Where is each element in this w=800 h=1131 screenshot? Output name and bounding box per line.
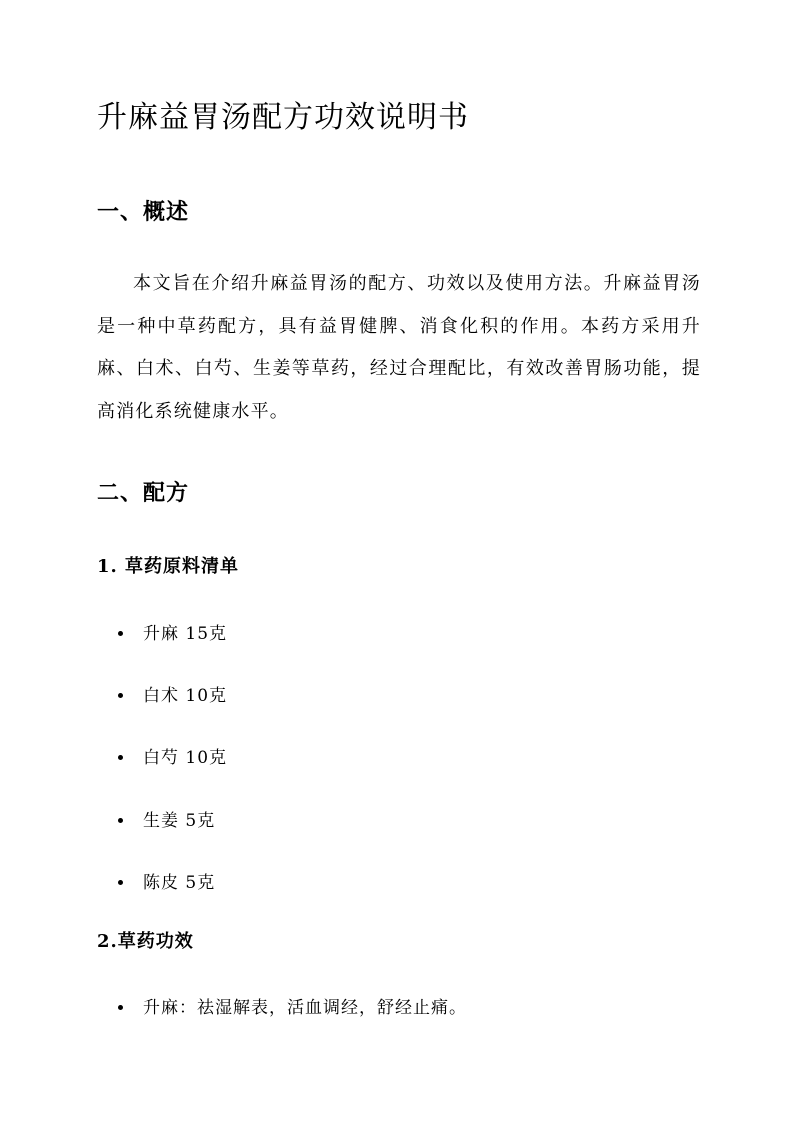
- bullet-icon: [118, 1005, 123, 1010]
- subsection-heading-effects: 2.草药功效: [97, 931, 194, 952]
- ingredient-list-item: [118, 683, 227, 709]
- section-heading-formula: 二、配方: [97, 480, 190, 506]
- ingredient-list-item: [118, 870, 215, 896]
- subsection-heading-ingredients: 1. 草药原料清单: [97, 556, 240, 577]
- ingredient-text: 生姜 5克: [143, 811, 216, 831]
- ingredient-text: 升麻 15克: [143, 624, 228, 644]
- bullet-icon: [118, 631, 123, 636]
- bullet-icon: [118, 693, 123, 698]
- ingredient-list-item: [118, 808, 215, 834]
- ingredient-list-item: [118, 621, 227, 647]
- effect-list-item: [118, 995, 467, 1021]
- effect-text: 升麻：祛湿解表，活血调经，舒经止痛。: [143, 998, 467, 1018]
- overview-paragraph: 本文旨在介绍升麻益胃汤的配方、功效以及使用方法。升麻益胃汤是一种中草药配方，具有益胃健脾、消食化积的作用。本药方采用升麻、白术、白芍、生姜等草药，经过合理配比，有效改善胃肠功能，提高消化系统健康水平。: [97, 273, 701, 422]
- bullet-icon: [118, 818, 123, 823]
- bullet-icon: [118, 880, 123, 885]
- ingredient-list-item: [118, 745, 227, 771]
- ingredient-text: 白芍 10克: [143, 748, 228, 768]
- bullet-icon: [118, 755, 123, 760]
- section-heading-overview: 一、概述: [97, 199, 190, 225]
- ingredient-text: 陈皮 5克: [143, 873, 216, 893]
- ingredient-text: 白术 10克: [143, 686, 228, 706]
- document-title: 升麻益胃汤配方功效说明书: [97, 100, 469, 135]
